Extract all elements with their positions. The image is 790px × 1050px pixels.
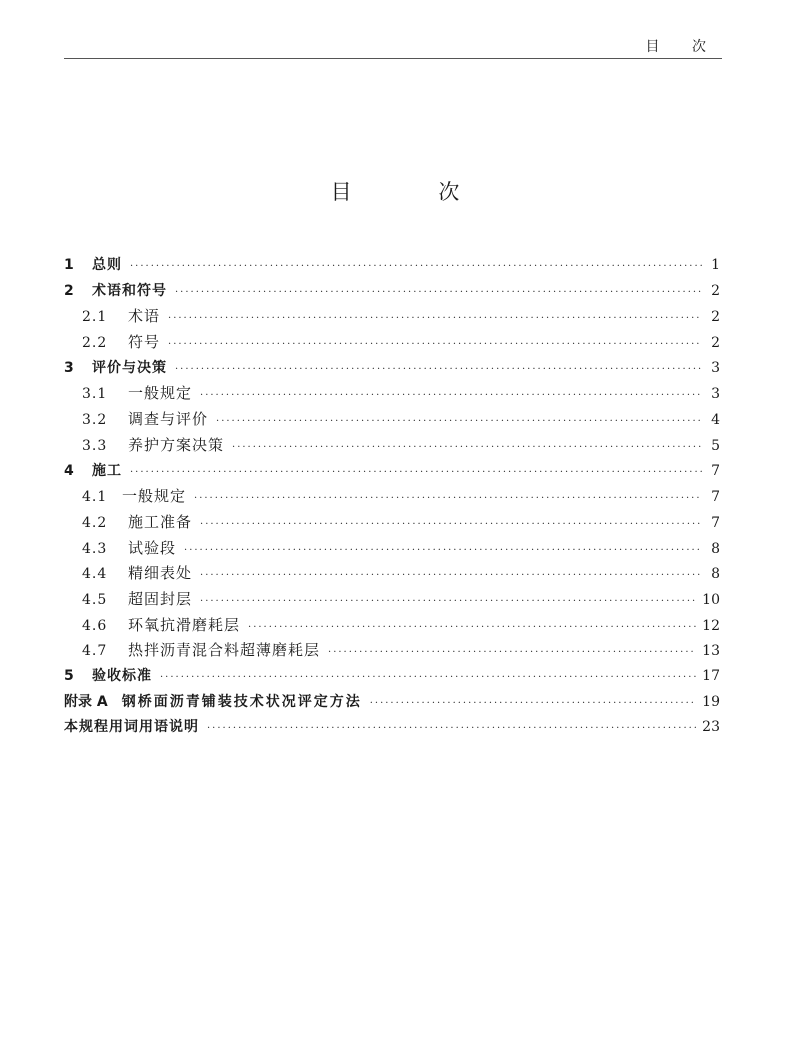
toc-entry-page: 2 [711,309,720,326]
toc-entry-label: 养护方案决策 [128,435,225,454]
toc-leader-dots [168,332,702,358]
toc-leader-dots [328,640,696,666]
toc-entry-page: 3 [711,386,720,403]
toc-entry[interactable] [64,381,720,407]
toc-entry-page: 23 [702,719,720,736]
toc-entry-label: 热拌沥青混合料超薄磨耗层 [128,641,321,660]
toc-entry-page: 2 [711,282,720,299]
toc-leader-dots [200,563,702,589]
toc-entry-page: 7 [711,489,720,506]
toc-leader-dots [232,435,702,461]
toc-entry-page: 8 [711,566,720,583]
toc-entry[interactable] [64,638,720,664]
toc-entry-number: 3.2 [82,412,108,429]
toc-entry-label: 超固封层 [128,589,193,608]
toc-entry-page: 3 [711,359,720,376]
toc-entry-number: 附录 A [64,693,108,710]
toc-entry[interactable] [64,613,720,639]
toc-entry-label: 调查与评价 [128,410,209,429]
toc-entry-page: 13 [702,643,720,660]
toc-entry[interactable] [64,407,720,433]
toc-leader-dots [216,409,702,435]
toc-leader-dots [248,615,696,641]
toc-entry-number: 4.1 [82,489,108,506]
toc-entry-label: 本规程用词用语说明 [64,719,199,736]
toc-entry-label: 符号 [128,333,161,352]
toc-entry-page: 12 [702,617,720,634]
toc-leader-dots [130,460,702,486]
toc-entry-number: 3.3 [82,437,108,454]
page-title: 目 次 [330,180,500,204]
toc-entry-number: 4.2 [82,514,108,531]
toc-entry-number: 4.3 [82,540,108,557]
toc-entry-page: 10 [702,591,720,608]
toc-entry-page: 4 [711,412,720,429]
toc-leader-dots [370,691,696,717]
toc-entry-label: 试验段 [128,538,177,557]
toc-entry-label: 精细表处 [128,564,193,583]
toc-entry[interactable] [64,253,720,279]
toc-entry[interactable] [64,356,720,382]
toc-entry[interactable] [64,279,720,305]
toc-entry-label: 一般规定 [128,384,193,403]
toc-entry-number: 4.4 [82,566,108,583]
toc-leader-dots [200,589,696,615]
toc-entry[interactable] [64,536,720,562]
toc-entry[interactable] [64,433,720,459]
toc-entry-label: 钢桥面沥青铺装技术状况评定方法 [121,693,362,710]
toc-leader-dots [175,357,702,383]
toc-entry-number: 3 [64,359,74,376]
toc-entry-appendix[interactable] [64,690,720,716]
toc-entry-number: 2.2 [82,335,108,352]
toc-entry-page: 17 [702,668,720,684]
toc-entry-number: 2.1 [82,309,108,326]
toc-entry-number: 5 [64,668,74,684]
toc-leader-dots [200,383,702,409]
toc-entry[interactable] [64,330,720,356]
toc-entry-number: 1 [64,257,74,273]
toc-entry[interactable] [64,510,720,536]
toc-entry-page: 7 [711,514,720,531]
toc-entry-page: 5 [711,437,720,454]
toc-entry-label: 施工 [92,462,122,479]
toc-entry-label: 总则 [92,257,122,273]
toc-entry-page: 19 [702,693,720,710]
toc-entry-page: 7 [711,462,720,479]
toc-entry[interactable] [64,459,720,485]
toc-entry-number: 3.1 [82,386,108,403]
toc-entry-label: 环氧抗滑磨耗层 [128,615,241,634]
toc-entry-label: 术语和符号 [92,282,167,299]
toc-leader-dots [184,538,702,564]
toc-entry-page: 2 [711,335,720,352]
header-rule [64,58,722,59]
toc-leader-dots [194,486,702,512]
toc-entry[interactable] [64,484,720,510]
toc-entry-label: 术语 [128,307,161,326]
toc-entry[interactable] [64,664,720,690]
toc-entry[interactable] [64,304,720,330]
toc-entry-label: 验收标准 [92,668,152,684]
toc-entry-label: 施工准备 [128,512,193,531]
toc-leader-dots [160,665,696,691]
toc-entry[interactable] [64,561,720,587]
toc-entry[interactable] [64,587,720,613]
table-of-contents [64,253,720,741]
running-header: 目 次 [645,39,720,55]
toc-entry-page: 1 [711,257,720,273]
toc-entry-number: 4.6 [82,617,108,634]
toc-entry-label: 评价与决策 [92,359,167,376]
toc-entry-page: 8 [711,540,720,557]
toc-entry-number: 4 [64,462,74,479]
toc-entry-label: 一般规定 [122,487,187,506]
toc-leader-dots [207,716,696,742]
toc-entry-number: 4.5 [82,591,108,608]
toc-entry-number: 4.7 [82,643,108,660]
toc-entry-terms[interactable] [64,715,720,741]
toc-leader-dots [175,280,702,306]
toc-leader-dots [130,254,702,280]
toc-entry-number: 2 [64,282,74,299]
toc-leader-dots [200,512,702,538]
toc-leader-dots [168,306,702,332]
